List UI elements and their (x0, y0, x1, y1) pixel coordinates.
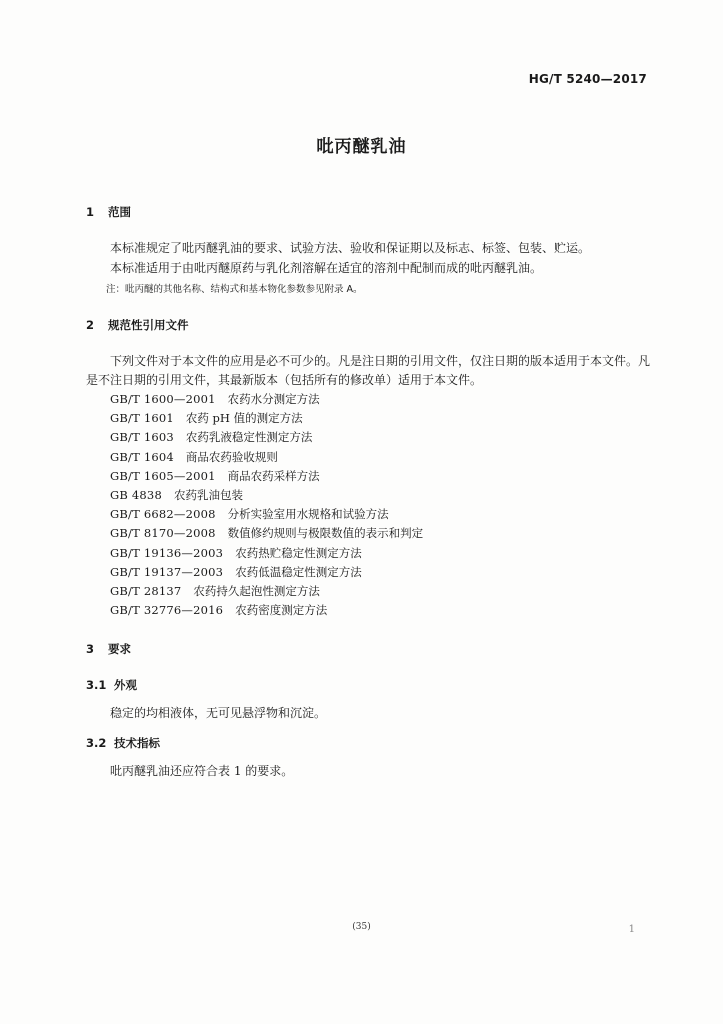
reference-item (110, 486, 423, 505)
page-number: (35) (352, 922, 371, 932)
reference-item (110, 409, 423, 428)
reference-name: 农药持久起泡性测定方法 (193, 583, 320, 598)
scope-paragraph-1: 本标准规定了吡丙醚乳油的要求、试验方法、验收和保证期以及标志、标签、包装、贮运。 (110, 241, 591, 255)
reference-name: 农药低温稳定性测定方法 (235, 564, 362, 579)
reference-name: 商品农药验收规则 (185, 449, 278, 464)
reference-code: GB/T 1604 (110, 449, 174, 464)
appearance-text: 稳定的均相液体，无可见悬浮物和沉淀。 (110, 706, 327, 720)
section-title: 规范性引用文件 (108, 318, 189, 332)
section-number: 1 (86, 205, 95, 219)
reference-code: GB/T 32776—2016 (110, 603, 224, 618)
document-title: 吡丙醚乳油 (316, 137, 407, 157)
reference-code: GB/T 19136—2003 (110, 545, 224, 560)
reference-name: 商品农药采样方法 (227, 468, 320, 483)
section-3-heading (86, 641, 131, 657)
reference-item (110, 524, 423, 543)
section-title: 范围 (108, 205, 131, 219)
reference-code: GB/T 1603 (110, 430, 174, 445)
section-number: 3.1 (86, 678, 107, 692)
scope-note: 注：吡丙醚的其他名称、结构式和基本物化参数参见附录 A。 (106, 284, 363, 295)
reference-name: 农药 pH 值的测定方法 (185, 411, 303, 426)
reference-code: GB/T 1600—2001 (110, 392, 216, 406)
reference-item (110, 582, 423, 601)
reference-code: GB/T 6682—2008 (110, 507, 216, 522)
section-3-2-heading (86, 735, 160, 751)
section-title: 外观 (114, 678, 137, 692)
reference-code: GB/T 8170—2008 (110, 526, 216, 541)
section-number: 2 (86, 318, 95, 332)
reference-name: 分析实验室用水规格和试验方法 (227, 507, 389, 522)
reference-item (110, 428, 423, 447)
standard-code: HG/T 5240—2017 (528, 72, 647, 86)
reference-code: GB/T 1601 (110, 411, 174, 426)
section-number: 3.2 (86, 736, 107, 750)
reference-name: 农药乳液稳定性测定方法 (185, 430, 313, 445)
reference-item (110, 544, 423, 563)
reference-code: GB/T 28137 (110, 583, 182, 598)
section-1-heading (86, 204, 131, 220)
reference-item (110, 601, 423, 620)
reference-list (110, 390, 423, 620)
reference-name: 农药热贮稳定性测定方法 (235, 545, 362, 560)
reference-item (110, 505, 423, 524)
reference-item (110, 448, 423, 467)
scope-paragraph-2: 本标准适用于由吡丙醚原药与乳化剂溶解在适宜的溶剂中配制而成的吡丙醚乳油。 (110, 261, 543, 275)
section-title: 要求 (108, 642, 131, 656)
section-number: 3 (86, 642, 95, 656)
references-intro: 下列文件对于本文件的应用是必不可少的。凡是注日期的引用文件，仅注日期的版本适用于本文件。凡是不注日期的引用文件，其最新版本（包括所有的修改单）适用于本文件。 (86, 354, 651, 387)
reference-name: 数值修约规则与极限数值的表示和判定 (227, 526, 424, 541)
margin-mark: 1 (628, 924, 635, 935)
reference-code: GB/T 19137—2003 (110, 564, 224, 579)
reference-code: GB 4838 (110, 487, 162, 502)
section-title: 技术指标 (114, 736, 160, 750)
reference-name: 农药密度测定方法 (235, 603, 328, 618)
reference-name: 农药乳油包装 (173, 487, 243, 502)
reference-code: GB/T 1605—2001 (110, 468, 216, 483)
reference-item (110, 390, 423, 409)
reference-name: 农药水分测定方法 (227, 392, 320, 406)
section-3-1-heading (86, 677, 137, 693)
reference-item (110, 563, 423, 582)
section-2-heading (86, 317, 189, 333)
reference-item (110, 467, 423, 486)
technical-index-text: 吡丙醚乳油还应符合表 1 的要求。 (110, 764, 294, 778)
